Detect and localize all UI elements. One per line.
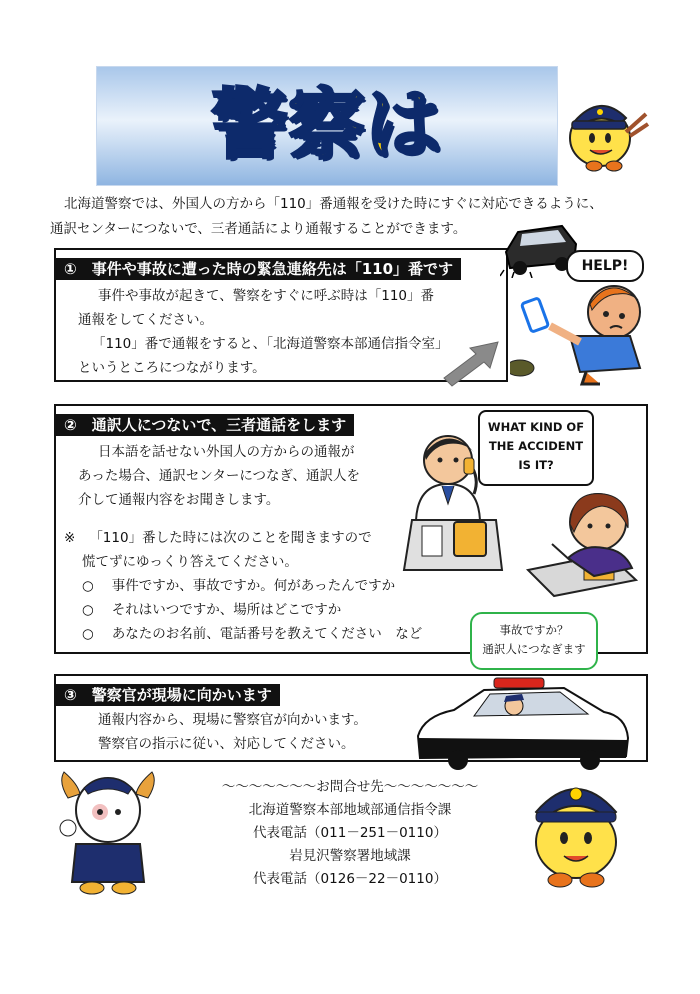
police-mascot-icon xyxy=(524,772,628,890)
contact-header: ～～～～～～～お問合せ先～～～～～～～ xyxy=(221,779,479,795)
bubble-line-3: IS IT? xyxy=(518,458,554,472)
question-item xyxy=(64,598,454,622)
question-bullet: ○ xyxy=(82,578,94,594)
section-3-heading: ③ 警察官が現場に向かいます xyxy=(56,684,280,706)
section-2-line-1: 日本語を話せない外国人の方からの通報が xyxy=(98,444,355,460)
question-text: あなたのお名前、電話番号を教えてください など xyxy=(111,626,423,642)
question-bubble xyxy=(478,410,594,486)
section-1-body xyxy=(70,284,500,380)
contact-info xyxy=(150,776,550,891)
section-2-line-2: あった場合、通訳センターにつなぎ、通訳人を xyxy=(78,468,361,484)
intro-line-1: 北海道警察では、外国人の方から「110」番通報を受けた時にすぐに対応できるように、 xyxy=(64,196,603,212)
interp-line-2: 通訳人につなぎます xyxy=(482,642,586,656)
question-item xyxy=(64,622,454,646)
intro-line-2: 通訳センターにつないで、三者通話により通報することができます。 xyxy=(50,221,467,237)
section-2-notes xyxy=(64,526,454,646)
question-text: 事件ですか、事故ですか。何があったんですか xyxy=(111,578,396,594)
help-text: HELP! xyxy=(581,258,629,274)
section-3-body xyxy=(70,708,430,756)
section-1-line-4: というところにつながります。 xyxy=(78,360,266,376)
question-bullet: ○ xyxy=(82,626,94,642)
contact-tel-2: 代表電話（0126－22－0110） xyxy=(253,871,447,887)
police-dog-mascot-icon xyxy=(58,768,158,896)
section-1-line-1: 事件や事故が起きて、警察をすぐに呼ぶ時は「110」番 xyxy=(98,288,434,304)
question-bullet: ○ xyxy=(82,602,94,618)
section-2-line-3: 介して通報内容をお聞きします。 xyxy=(78,492,280,508)
section-3-line-1: 通報内容から、現場に警察官が向かいます。 xyxy=(98,712,367,728)
patrol-car-icon xyxy=(414,676,630,770)
question-item xyxy=(64,574,454,598)
note-line-2: 慌てずにゆっくり答えてください。 xyxy=(82,554,298,570)
injured-person-icon xyxy=(510,276,650,386)
contact-dept-2: 岩見沢警察署地域課 xyxy=(289,848,411,864)
bubble-line-1: WHAT KIND OF xyxy=(487,420,585,434)
interpreter-icon xyxy=(524,484,640,608)
note-line-1: 「110」番した時には次のことを聞きますので xyxy=(89,530,372,546)
interp-line-1: 事故ですか？ xyxy=(499,623,569,637)
title-banner xyxy=(96,66,558,186)
section-2-body xyxy=(70,440,410,512)
section-2-heading: ② 通訳人につないで、三者通話をします xyxy=(56,414,354,436)
section-1-heading: ① 事件や事故に遭った時の緊急連絡先は「110」番です xyxy=(56,258,461,280)
contact-tel-1: 代表電話（011－251－0110） xyxy=(253,825,447,841)
section-1-line-3: 「110」番で通報をすると、「北海道警察本部通信指令室」 xyxy=(92,336,449,352)
mascot-icon xyxy=(560,88,652,174)
page-title: 警察は xyxy=(211,80,443,169)
bubble-line-2: THE ACCIDENT xyxy=(488,439,584,453)
section-3-line-2: 警察官の指示に従い、対応してください。 xyxy=(98,736,355,752)
contact-dept-1: 北海道警察本部地域部通信指令課 xyxy=(248,802,452,818)
question-text: それはいつですか、場所はどこですか xyxy=(111,602,342,618)
section-1-line-2: 通報をしてください。 xyxy=(78,312,213,328)
arrow-up-right-icon xyxy=(440,338,504,388)
note-mark: ※ xyxy=(64,530,76,546)
interpreter-bubble xyxy=(470,612,598,670)
